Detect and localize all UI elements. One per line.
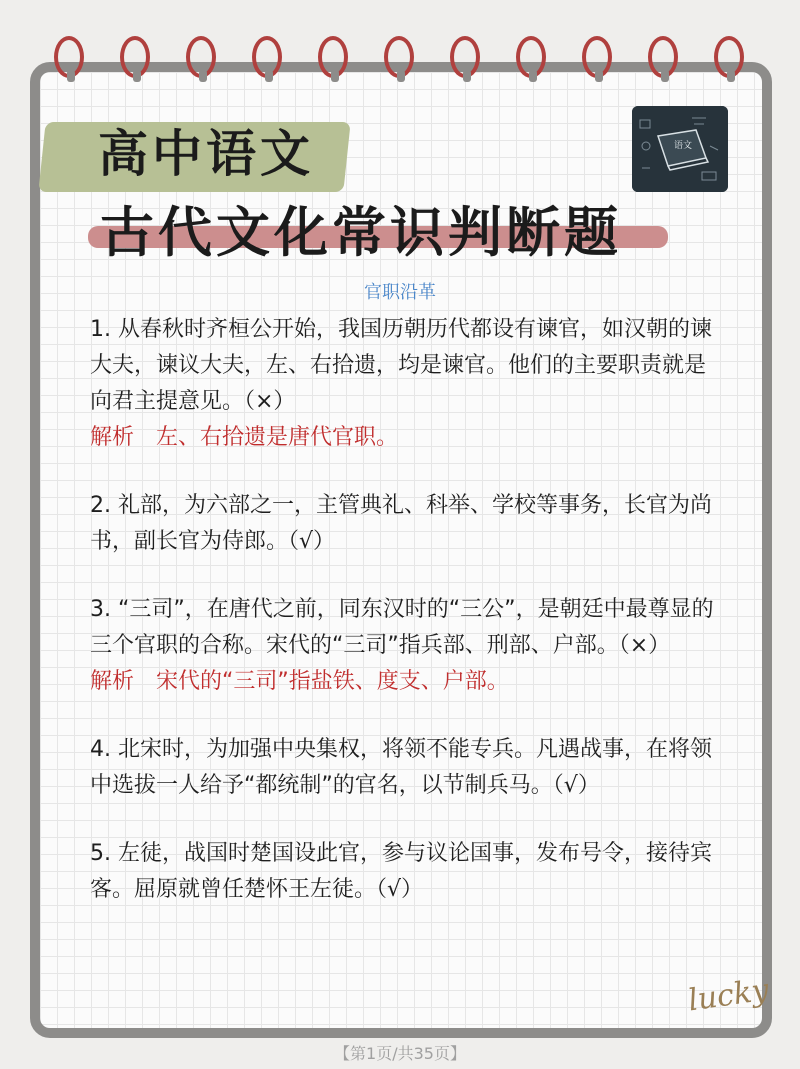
spiral-ring (54, 36, 84, 78)
spiral-ring (582, 36, 612, 78)
page-subtitle: 古代文化常识判断题 (100, 200, 622, 264)
question-text: 1. 从春秋时齐桓公开始，我国历朝历代都设有谏官，如汉朝的谏大夫，谏议大夫，左、右拾遗，均是谏官。他们的主要职责就是向君主提意见。（×） (90, 317, 712, 414)
spiral-ring (714, 36, 744, 78)
analysis-label: 解析 (90, 669, 135, 694)
question-item (90, 836, 720, 908)
question-item (90, 592, 720, 700)
analysis-label: 解析 (90, 425, 135, 450)
question-text: 4. 北宋时，为加强中央集权，将领不能专兵。凡遇战事，在将领中选拔一人给予“都统制”的官名，以节制兵马。（√） (90, 737, 712, 798)
question-item (90, 312, 720, 456)
spiral-ring (252, 36, 282, 78)
question-item (90, 488, 720, 560)
question-item (90, 732, 720, 804)
analysis-text: 左、右拾遗是唐代官职。 (156, 425, 399, 450)
spiral-ring (384, 36, 414, 78)
signature: lucky (685, 972, 771, 1019)
question-list (90, 312, 720, 940)
analysis-text: 宋代的“三司”指盐铁、度支、户部。 (156, 669, 509, 694)
analysis (90, 420, 720, 456)
spiral-ring (516, 36, 546, 78)
question-text: 2. 礼部，为六部之一，主管典礼、科举、学校等事务，长官为尚书，副长官为侍郎。（√） (90, 493, 712, 554)
spiral-ring (450, 36, 480, 78)
spiral-ring (186, 36, 216, 78)
chalkboard-illustration (632, 106, 728, 192)
analysis (90, 664, 720, 700)
book-label: 语文 (674, 141, 693, 151)
page-title: 高中语文 (98, 124, 314, 183)
spiral-ring (648, 36, 678, 78)
question-text: 3. “三司”，在唐代之前，同东汉时的“三公”，是朝廷中最尊显的三个官职的合称。宋代的“三司”指兵部、刑部、户部。（×） (90, 597, 714, 658)
spiral-ring (318, 36, 348, 78)
spiral-ring (120, 36, 150, 78)
question-text: 5. 左徒，战国时楚国设此官，参与议论国事，发布号令，接待宾客。屈原就曾任楚怀王左徒。（√） (90, 841, 712, 902)
page-indicator: 【第1页/共35页】 (334, 1044, 466, 1063)
section-title: 官职沿革 (364, 282, 436, 303)
